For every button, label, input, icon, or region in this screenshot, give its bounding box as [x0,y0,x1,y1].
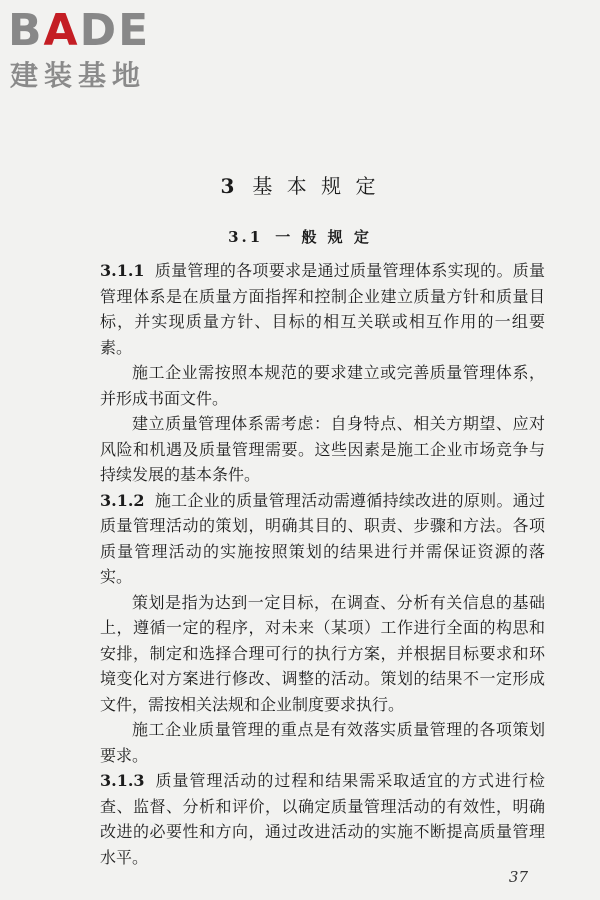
page-number: 37 [508,868,528,886]
section-title-text: 一 般 规 定 [275,228,372,246]
paragraph-text: 质量管理的各项要求是通过质量管理体系实现的。质量管理体系是在质量方面指挥和控制企业建立质量方针和质量目标，并实现质量方针、目标的相互关联或相互作用的一组要素。 [100,261,545,357]
paragraph-text: 施工企业质量管理的重点是有效落实质量管理的各项策划要求。 [100,720,545,765]
paragraph [100,360,545,411]
paragraph-text: 质量管理活动的过程和结果需采取适宜的方式进行检查、监督、分析和评价，以确定质量管理活动的有效性，明确改进的必要性和方向，通过改进活动的实施不断提高质量管理水平。 [100,771,545,867]
clause-number: 3.1.3 [100,771,145,790]
bade-logo [8,6,183,96]
chapter-number: 3 [220,174,239,198]
paragraph-text: 策划是指为达到一定目标，在调查、分析有关信息的基础上，遵循一定的程序，对未来（某项）工作进行全面的构思和安排，制定和选择合理可行的执行方案，并根据目标要求和环境变化对方案进行修改、调整的活动。策划的结果不一定形成文件，需按相关法规和企业制度要求执行。 [100,592,545,714]
chapter-title-text: 基 本 规 定 [252,174,380,198]
section-number: 3.1 [228,228,264,246]
paragraph [100,768,545,870]
paragraph [100,411,545,488]
chapter-title [0,170,600,199]
logo-letter-a: A [43,5,80,56]
paragraph-text: 施工企业需按照本规范的要求建立或完善质量管理体系，并形成书面文件。 [100,363,545,408]
clause-number: 3.1.2 [100,490,145,510]
clause-number: 3.1.1 [100,261,145,280]
logo-letters-de: DE [79,5,151,56]
logo-subtitle: 建装基地 [10,59,147,92]
logo-wordmark [8,6,150,56]
logo-letter-b: B [8,5,44,56]
paragraph [100,488,545,590]
paragraph [100,258,545,360]
paragraph [100,590,545,718]
paragraph-text: 建立质量管理体系需考虑：自身特点、相关方期望、应对风险和机遇及质量管理需要。这些因素是施工企业市场竞争与持续发展的基本条件。 [100,414,545,484]
paragraph [100,717,545,768]
body-text [100,258,545,870]
section-title [0,226,600,247]
paragraph-text: 施工企业的质量管理活动需遵循持续改进的原则。通过质量管理活动的策划，明确其目的、职责、步骤和方法。各项质量管理活动的实施按照策划的结果进行并需保证资源的落实。 [100,490,545,586]
